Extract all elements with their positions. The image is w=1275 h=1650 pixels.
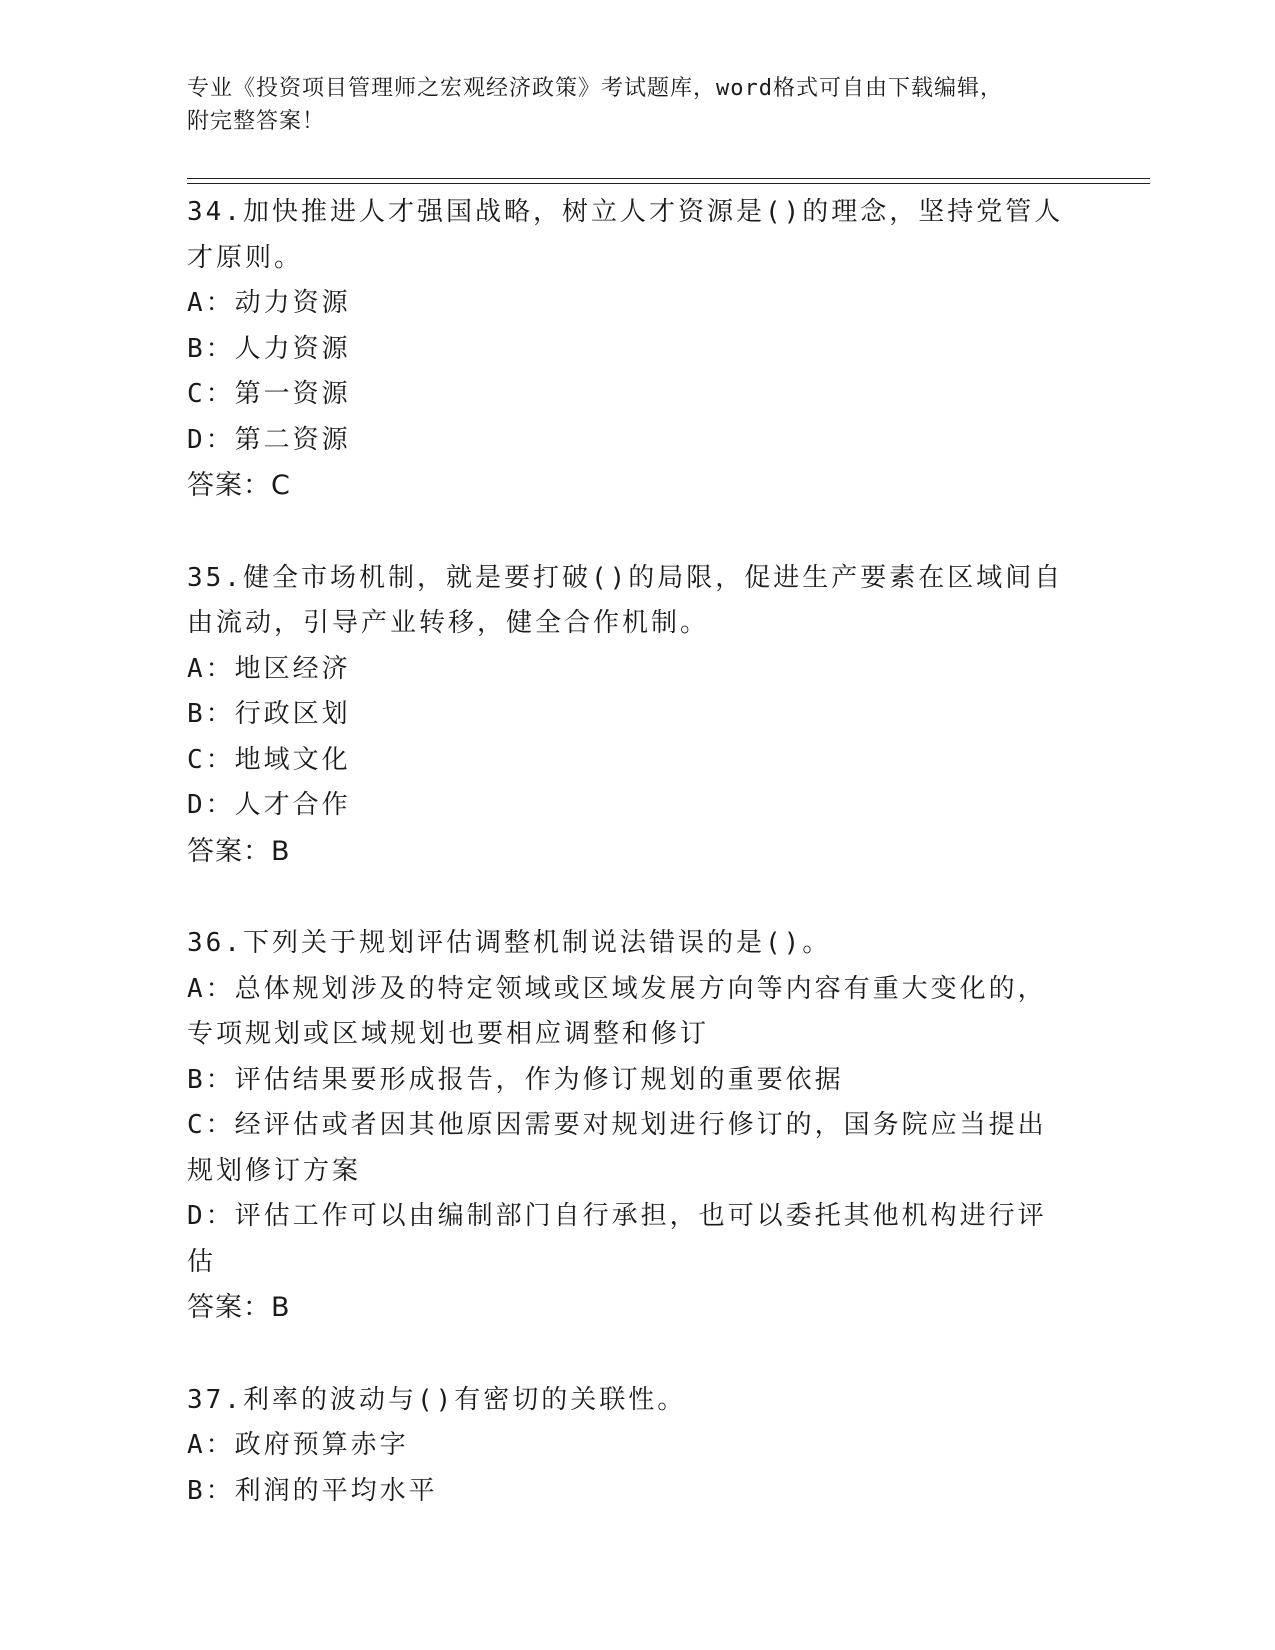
header-divider-bottom [187,183,1150,184]
document-header [187,72,1147,138]
header-divider-top [187,178,1150,179]
question-37 [187,1378,1067,1515]
option-c: C：地域文化 [187,744,351,775]
question-stem: 37.利率的波动与()有密切的关联性。 [187,1384,687,1415]
question-stem: 35.健全市场机制，就是要打破()的局限，促进生产要素在区域间自由流动，引导产业转移，健全合作机制。 [187,562,1064,638]
question-list [187,190,1067,1561]
question-34 [187,190,1067,509]
question-stem: 34.加快推进人才强国战略，树立人才资源是()的理念，坚持党管人才原则。 [187,197,1064,273]
option-a: A：总体规划涉及的特定领域或区域发展方向等内容有重大变化的，专项规划或区域规划也要相应调整和修订 [187,973,1047,1049]
option-b: B：行政区划 [187,699,351,729]
question-stem: 36.下列关于规划评估调整机制说法错误的是()。 [187,928,832,958]
option-c: C：第一资源 [187,379,351,409]
option-a: A：动力资源 [187,288,351,318]
option-a: A：地区经济 [187,653,351,684]
header-line-1: 专业《投资项目管理师之宏观经济政策》考试题库，word格式可自由下载编辑， [187,76,1003,101]
option-d: D：人才合作 [187,790,351,820]
option-d: D：评估工作可以由编制部门自行承担，也可以委托其他机构进行评估 [187,1201,1047,1277]
answer: 答案：B [187,835,291,867]
question-36 [187,921,1067,1331]
answer: 答案：B [187,1292,291,1323]
option-c: C：经评估或者因其他原因需要对规划进行修订的，国务院应当提出规划修订方案 [187,1110,1047,1186]
option-b: B：人力资源 [187,333,351,364]
option-a: A：政府预算赤字 [187,1430,409,1460]
answer: 答案：C [187,470,291,501]
option-b: B：利润的平均水平 [187,1475,438,1506]
header-line-2: 附完整答案！ [187,109,326,134]
option-b: B：评估结果要形成报告，作为修订规划的重要依据 [187,1064,844,1095]
option-d: D：第二资源 [187,424,351,455]
question-35 [187,556,1067,875]
